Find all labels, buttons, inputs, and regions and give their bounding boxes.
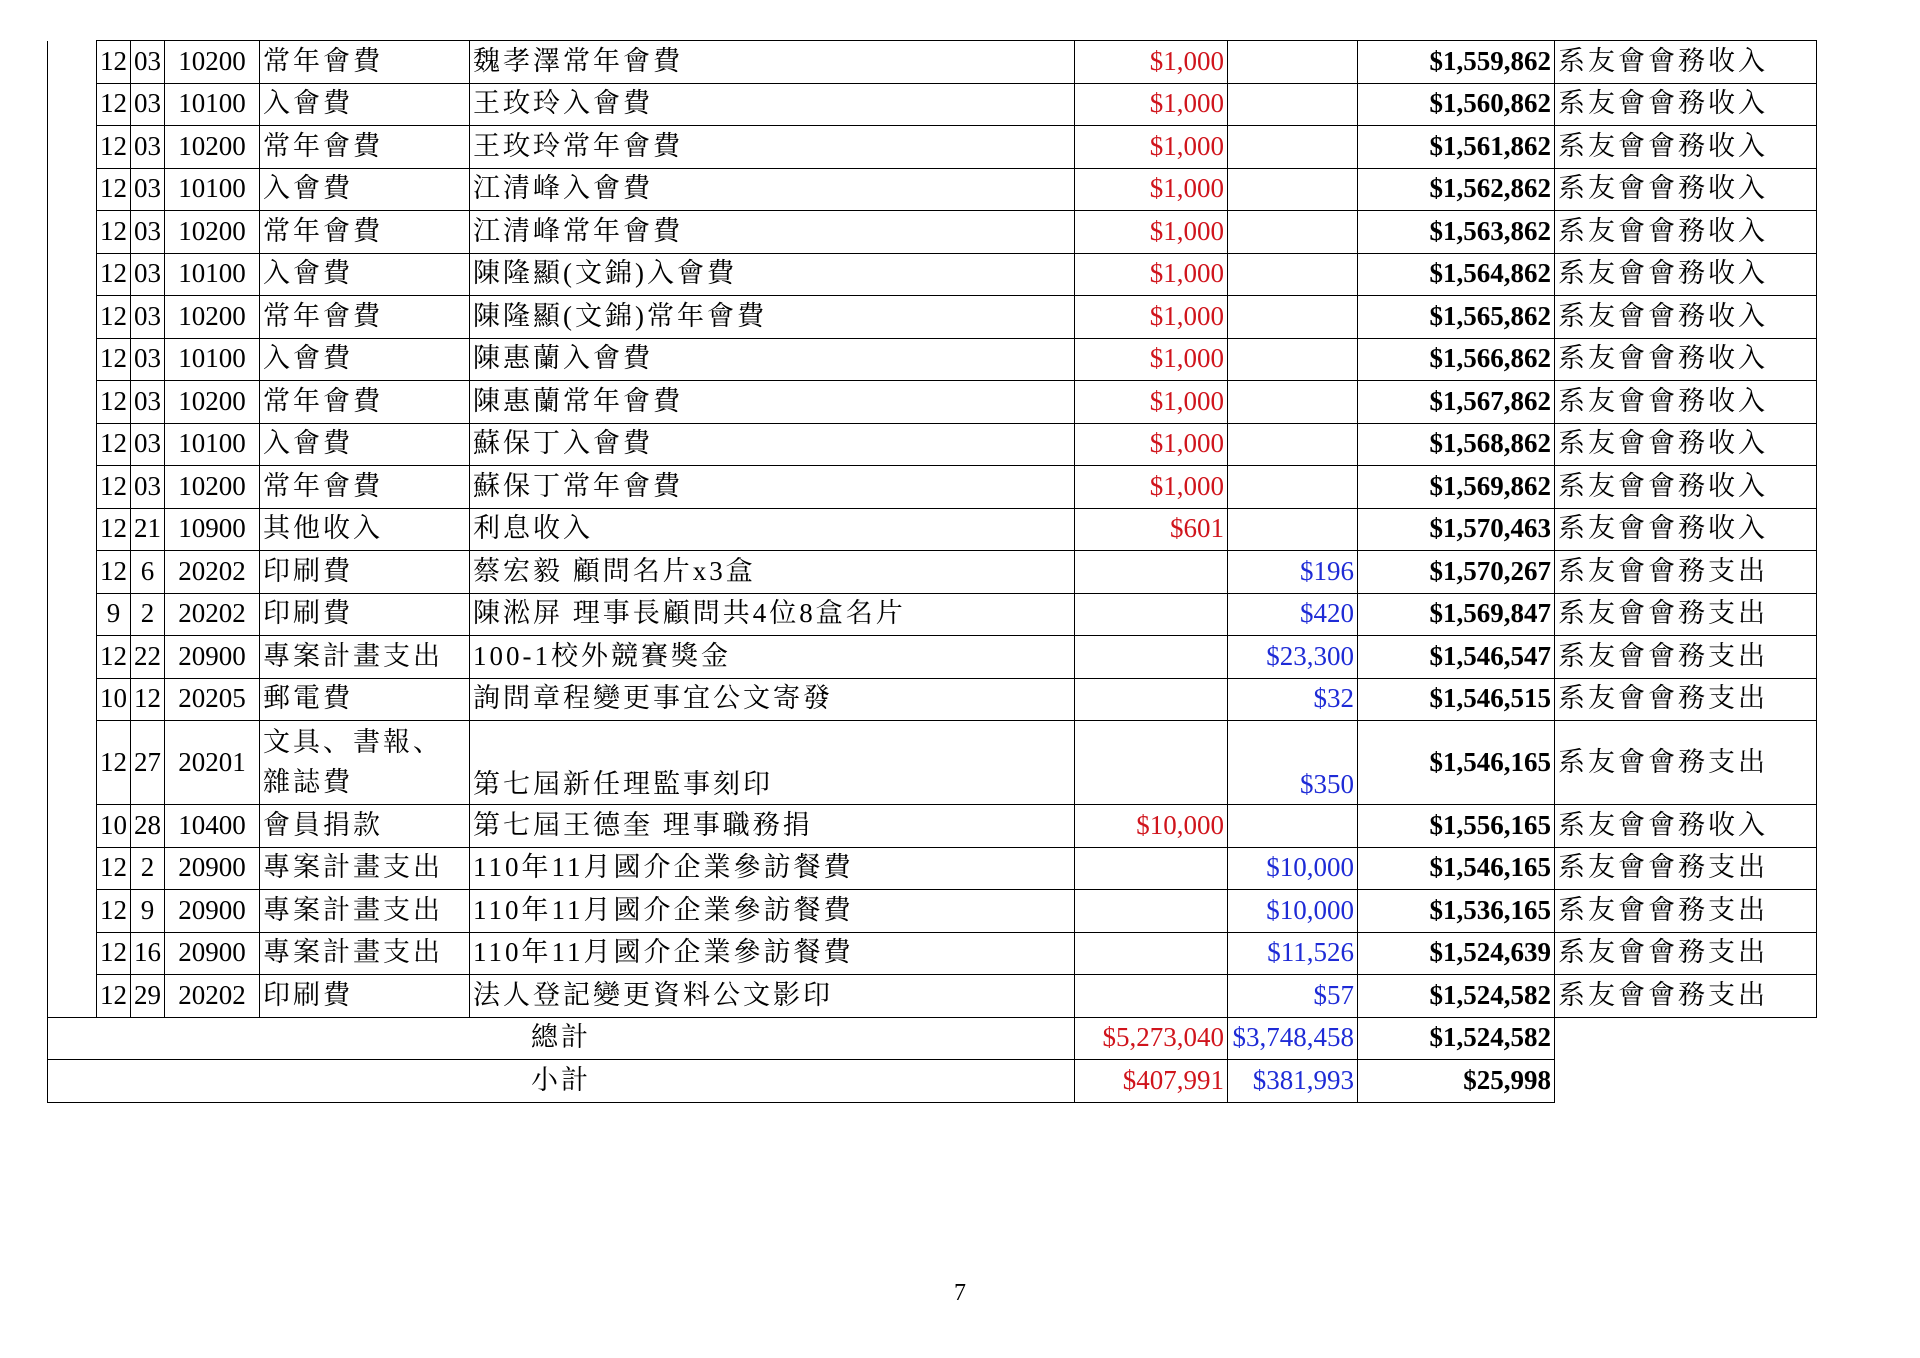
table-row: [48, 253, 1817, 296]
row-account-code: 20900: [165, 636, 260, 679]
row-month: 12: [97, 83, 131, 126]
ledger-table: [47, 40, 1817, 1103]
row-description: 陳惠蘭常年會費: [470, 381, 1075, 424]
row-income: $1,000: [1075, 338, 1228, 381]
row-type: 系友會會務支出: [1555, 636, 1817, 679]
row-balance: $1,559,862: [1358, 41, 1555, 84]
row-blank-cell: [48, 847, 97, 890]
row-blank-cell: [48, 41, 97, 84]
row-type: 系友會會務收入: [1555, 508, 1817, 551]
row-month: 12: [97, 466, 131, 509]
row-income: $1,000: [1075, 381, 1228, 424]
row-description: 100-1校外競賽獎金: [470, 636, 1075, 679]
row-category: 常年會費: [260, 126, 470, 169]
row-blank-cell: [48, 126, 97, 169]
row-type: 系友會會務支出: [1555, 932, 1817, 975]
row-balance: $1,569,847: [1358, 593, 1555, 636]
row-month: 12: [97, 721, 131, 805]
row-month: 12: [97, 126, 131, 169]
row-month: 12: [97, 975, 131, 1018]
table-row: [48, 890, 1817, 933]
row-balance: $1,570,267: [1358, 551, 1555, 594]
row-category: 會員捐款: [260, 805, 470, 848]
row-blank-cell: [48, 466, 97, 509]
row-income: [1075, 721, 1228, 805]
row-month: 12: [97, 168, 131, 211]
row-blank-cell: [48, 508, 97, 551]
row-expense: [1228, 296, 1358, 339]
table-row: [48, 211, 1817, 254]
row-blank-cell: [48, 593, 97, 636]
row-income: $1,000: [1075, 168, 1228, 211]
row-blank-cell: [48, 253, 97, 296]
row-day: 28: [131, 805, 165, 848]
table-row: [48, 338, 1817, 381]
row-expense: $350: [1228, 721, 1358, 805]
totals-income: $5,273,040: [1075, 1017, 1228, 1060]
row-type: 系友會會務收入: [1555, 41, 1817, 84]
row-type: 系友會會務支出: [1555, 551, 1817, 594]
row-description: 蘇保丁常年會費: [470, 466, 1075, 509]
table-row: [48, 932, 1817, 975]
row-day: 03: [131, 423, 165, 466]
row-day: 03: [131, 381, 165, 424]
row-type: 系友會會務收入: [1555, 211, 1817, 254]
row-day: 03: [131, 253, 165, 296]
row-description: 利息收入: [470, 508, 1075, 551]
row-day: 22: [131, 636, 165, 679]
row-month: 12: [97, 381, 131, 424]
row-expense: $11,526: [1228, 932, 1358, 975]
row-account-code: 10100: [165, 168, 260, 211]
row-income: $601: [1075, 508, 1228, 551]
row-month: 12: [97, 423, 131, 466]
row-blank-cell: [48, 423, 97, 466]
row-month: 12: [97, 847, 131, 890]
row-expense: [1228, 126, 1358, 169]
row-blank-cell: [48, 805, 97, 848]
subtotals-label: 小計: [48, 1060, 1075, 1103]
totals-row: [48, 1017, 1817, 1060]
row-expense: $23,300: [1228, 636, 1358, 679]
row-account-code: 10400: [165, 805, 260, 848]
row-category: 其他收入: [260, 508, 470, 551]
row-description: 陳隆顯(文錦)常年會費: [470, 296, 1075, 339]
row-income: [1075, 932, 1228, 975]
row-income: [1075, 551, 1228, 594]
row-description: 法人登記變更資料公文影印: [470, 975, 1075, 1018]
row-type: 系友會會務收入: [1555, 423, 1817, 466]
row-type: 系友會會務收入: [1555, 296, 1817, 339]
row-blank-cell: [48, 932, 97, 975]
row-expense: $10,000: [1228, 847, 1358, 890]
row-account-code: 10200: [165, 211, 260, 254]
row-description: 詢問章程變更事宜公文寄發: [470, 678, 1075, 721]
row-expense: [1228, 466, 1358, 509]
row-account-code: 10200: [165, 41, 260, 84]
row-month: 12: [97, 296, 131, 339]
row-day: 03: [131, 296, 165, 339]
row-category: 常年會費: [260, 211, 470, 254]
row-income: $1,000: [1075, 296, 1228, 339]
row-type: 系友會會務支出: [1555, 721, 1817, 805]
row-description: 蔡宏毅 顧問名片x3盒: [470, 551, 1075, 594]
row-category: 入會費: [260, 253, 470, 296]
row-description: 陳隆顯(文錦)入會費: [470, 253, 1075, 296]
row-month: 10: [97, 805, 131, 848]
row-category: 常年會費: [260, 296, 470, 339]
row-day: 27: [131, 721, 165, 805]
row-expense: $10,000: [1228, 890, 1358, 933]
row-account-code: 20202: [165, 593, 260, 636]
row-description: 魏孝澤常年會費: [470, 41, 1075, 84]
row-balance: $1,536,165: [1358, 890, 1555, 933]
row-blank-cell: [48, 381, 97, 424]
row-day: 03: [131, 41, 165, 84]
row-day: 21: [131, 508, 165, 551]
row-expense: $196: [1228, 551, 1358, 594]
row-day: 9: [131, 890, 165, 933]
row-expense: [1228, 83, 1358, 126]
row-account-code: 20202: [165, 551, 260, 594]
row-blank-cell: [48, 636, 97, 679]
row-expense: $57: [1228, 975, 1358, 1018]
row-blank-cell: [48, 338, 97, 381]
row-month: 12: [97, 211, 131, 254]
row-description: 陳淞屏 理事長顧問共4位8盒名片: [470, 593, 1075, 636]
row-account-code: 10100: [165, 338, 260, 381]
row-blank-cell: [48, 551, 97, 594]
row-income: [1075, 593, 1228, 636]
row-type: 系友會會務收入: [1555, 253, 1817, 296]
row-balance: $1,561,862: [1358, 126, 1555, 169]
row-description: 110年11月國介企業參訪餐費: [470, 890, 1075, 933]
row-month: 12: [97, 636, 131, 679]
table-row: [48, 593, 1817, 636]
row-balance: $1,567,862: [1358, 381, 1555, 424]
row-month: 12: [97, 338, 131, 381]
ledger-body: [48, 41, 1817, 1018]
table-row: [48, 423, 1817, 466]
row-month: 12: [97, 41, 131, 84]
table-row: [48, 381, 1817, 424]
table-row: [48, 847, 1817, 890]
row-income: [1075, 678, 1228, 721]
row-account-code: 10900: [165, 508, 260, 551]
row-account-code: 10100: [165, 253, 260, 296]
table-row: [48, 636, 1817, 679]
row-month: 12: [97, 253, 131, 296]
row-income: $1,000: [1075, 253, 1228, 296]
row-category: 印刷費: [260, 593, 470, 636]
row-account-code: 10100: [165, 423, 260, 466]
row-description: 王玫玲入會費: [470, 83, 1075, 126]
row-month: 12: [97, 508, 131, 551]
row-category: 印刷費: [260, 975, 470, 1018]
row-account-code: 10200: [165, 466, 260, 509]
row-category: 郵電費: [260, 678, 470, 721]
row-account-code: 20202: [165, 975, 260, 1018]
row-blank-cell: [48, 211, 97, 254]
row-income: $1,000: [1075, 211, 1228, 254]
table-row: [48, 551, 1817, 594]
row-balance: $1,563,862: [1358, 211, 1555, 254]
row-category: 常年會費: [260, 381, 470, 424]
row-description: 蘇保丁入會費: [470, 423, 1075, 466]
row-day: 2: [131, 593, 165, 636]
row-day: 03: [131, 338, 165, 381]
table-row: [48, 41, 1817, 84]
table-row: [48, 975, 1817, 1018]
row-description: 110年11月國介企業參訪餐費: [470, 847, 1075, 890]
row-blank-cell: [48, 721, 97, 805]
row-income: $1,000: [1075, 126, 1228, 169]
row-category: 常年會費: [260, 41, 470, 84]
row-category: 印刷費: [260, 551, 470, 594]
row-expense: [1228, 211, 1358, 254]
row-expense: [1228, 423, 1358, 466]
row-description: 第七屆新任理監事刻印: [470, 721, 1075, 805]
subtotals-row: [48, 1060, 1817, 1103]
row-account-code: 10200: [165, 126, 260, 169]
row-blank-cell: [48, 975, 97, 1018]
row-category: 入會費: [260, 83, 470, 126]
totals-expense: $3,748,458: [1228, 1017, 1358, 1060]
row-type: 系友會會務收入: [1555, 466, 1817, 509]
row-blank-cell: [48, 168, 97, 211]
table-row: [48, 126, 1817, 169]
row-blank-cell: [48, 890, 97, 933]
row-category: 入會費: [260, 423, 470, 466]
row-type: 系友會會務支出: [1555, 593, 1817, 636]
table-row: [48, 296, 1817, 339]
row-description: 江清峰入會費: [470, 168, 1075, 211]
row-balance: $1,565,862: [1358, 296, 1555, 339]
row-expense: [1228, 168, 1358, 211]
table-row: [48, 678, 1817, 721]
row-day: 2: [131, 847, 165, 890]
row-blank-cell: [48, 678, 97, 721]
table-row: [48, 83, 1817, 126]
row-income: $1,000: [1075, 83, 1228, 126]
subtotals-expense: $381,993: [1228, 1060, 1358, 1103]
row-description: 110年11月國介企業參訪餐費: [470, 932, 1075, 975]
row-balance: $1,570,463: [1358, 508, 1555, 551]
row-account-code: 20201: [165, 721, 260, 805]
row-blank-cell: [48, 296, 97, 339]
row-income: $10,000: [1075, 805, 1228, 848]
row-balance: $1,569,862: [1358, 466, 1555, 509]
row-description: 江清峰常年會費: [470, 211, 1075, 254]
row-month: 10: [97, 678, 131, 721]
row-income: [1075, 890, 1228, 933]
totals-balance: $1,524,582: [1358, 1017, 1555, 1060]
row-balance: $1,556,165: [1358, 805, 1555, 848]
row-expense: $32: [1228, 678, 1358, 721]
row-day: 12: [131, 678, 165, 721]
row-account-code: 20900: [165, 890, 260, 933]
row-type: 系友會會務收入: [1555, 338, 1817, 381]
row-expense: [1228, 381, 1358, 424]
row-category: 常年會費: [260, 466, 470, 509]
table-row: [48, 805, 1817, 848]
row-description: 陳惠蘭入會費: [470, 338, 1075, 381]
row-expense: [1228, 805, 1358, 848]
row-balance: $1,568,862: [1358, 423, 1555, 466]
row-type: 系友會會務支出: [1555, 890, 1817, 933]
row-type: 系友會會務收入: [1555, 805, 1817, 848]
row-category: 專案計畫支出: [260, 932, 470, 975]
row-account-code: 20900: [165, 847, 260, 890]
row-type: 系友會會務支出: [1555, 678, 1817, 721]
row-day: 29: [131, 975, 165, 1018]
row-income: [1075, 847, 1228, 890]
row-balance: $1,560,862: [1358, 83, 1555, 126]
row-description: 第七屆王德奎 理事職務捐: [470, 805, 1075, 848]
row-balance: $1,524,582: [1358, 975, 1555, 1018]
row-expense: [1228, 253, 1358, 296]
row-month: 12: [97, 551, 131, 594]
row-category: 專案計畫支出: [260, 636, 470, 679]
row-income: $1,000: [1075, 423, 1228, 466]
row-category: 文具、書報、雜誌費: [260, 721, 470, 805]
table-row: [48, 466, 1817, 509]
row-type: 系友會會務收入: [1555, 83, 1817, 126]
row-category: 專案計畫支出: [260, 890, 470, 933]
row-type: 系友會會務支出: [1555, 847, 1817, 890]
row-day: 03: [131, 83, 165, 126]
ledger-footer: [48, 1017, 1817, 1102]
subtotals-empty: [1555, 1060, 1817, 1103]
row-month: 9: [97, 593, 131, 636]
row-blank-cell: [48, 83, 97, 126]
subtotals-income: $407,991: [1075, 1060, 1228, 1103]
totals-empty: [1555, 1017, 1817, 1060]
table-row: [48, 508, 1817, 551]
row-account-code: 10100: [165, 83, 260, 126]
row-type: 系友會會務收入: [1555, 126, 1817, 169]
row-expense: [1228, 508, 1358, 551]
table-row: [48, 168, 1817, 211]
row-category: 入會費: [260, 168, 470, 211]
row-balance: $1,546,165: [1358, 721, 1555, 805]
subtotals-balance: $25,998: [1358, 1060, 1555, 1103]
row-balance: $1,524,639: [1358, 932, 1555, 975]
row-account-code: 20205: [165, 678, 260, 721]
row-day: 03: [131, 168, 165, 211]
row-expense: [1228, 338, 1358, 381]
row-income: $1,000: [1075, 466, 1228, 509]
row-account-code: 10200: [165, 381, 260, 424]
row-account-code: 20900: [165, 932, 260, 975]
row-type: 系友會會務支出: [1555, 975, 1817, 1018]
row-account-code: 10200: [165, 296, 260, 339]
row-category: 專案計畫支出: [260, 847, 470, 890]
table-row: [48, 721, 1817, 805]
row-month: 12: [97, 890, 131, 933]
row-balance: $1,546,165: [1358, 847, 1555, 890]
row-day: 03: [131, 466, 165, 509]
row-balance: $1,546,515: [1358, 678, 1555, 721]
row-income: $1,000: [1075, 41, 1228, 84]
row-balance: $1,562,862: [1358, 168, 1555, 211]
row-expense: [1228, 41, 1358, 84]
row-balance: $1,564,862: [1358, 253, 1555, 296]
row-category: 入會費: [260, 338, 470, 381]
row-day: 16: [131, 932, 165, 975]
totals-label: 總計: [48, 1017, 1075, 1060]
page-number: 7: [954, 1280, 966, 1306]
row-expense: $420: [1228, 593, 1358, 636]
row-month: 12: [97, 932, 131, 975]
row-type: 系友會會務收入: [1555, 381, 1817, 424]
row-day: 6: [131, 551, 165, 594]
row-day: 03: [131, 211, 165, 254]
row-balance: $1,546,547: [1358, 636, 1555, 679]
row-balance: $1,566,862: [1358, 338, 1555, 381]
row-description: 王玫玲常年會費: [470, 126, 1075, 169]
row-income: [1075, 636, 1228, 679]
row-type: 系友會會務收入: [1555, 168, 1817, 211]
row-income: [1075, 975, 1228, 1018]
row-day: 03: [131, 126, 165, 169]
